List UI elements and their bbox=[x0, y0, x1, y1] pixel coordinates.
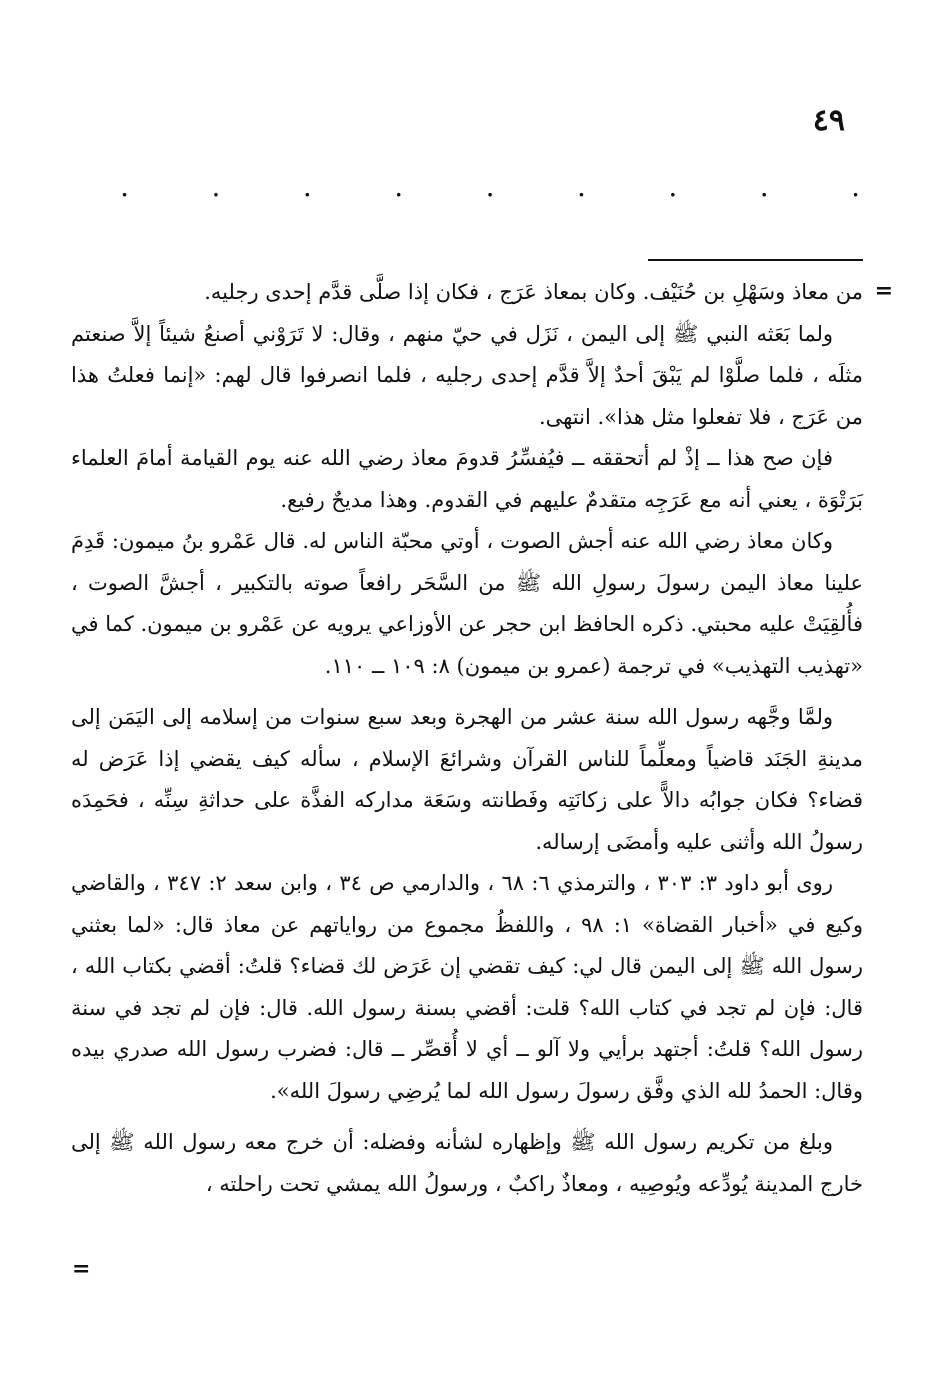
dot: . bbox=[576, 170, 586, 203]
dot: . bbox=[851, 170, 860, 203]
continuation-mark-start: = bbox=[874, 278, 893, 304]
dot: . bbox=[759, 170, 769, 203]
footnote-paragraph: فإن صح هذا ــ إذْ لم أتحققه ــ فيُفسِّرُ قدومَ معاذ رضي الله عنه يوم القيامة أمامَ العلماء بَرَتْوَة ، يعني أنه مع عَرَجِه متقدمٌ عليهم في القدوم. وهذا مديحٌ رفيع. bbox=[71, 446, 863, 512]
footnote-paragraph: وكان معاذ رضي الله عنه أجش الصوت ، أوتي محبّة الناس له. قال عَمْرو بنُ ميمون: قَدِمَ علينا معاذ اليمن رسولَ رسولِ الله ﷺ من السَّحَر رافعاً صوته بالتكبير ، أجشَّ الصوت ، فأُلقِيَتْ عليه محبتي. ذكره الحافظ ابن حجر عن الأوزاعي يرويه عن عَمْرو بن ميمون. كما في «تهذيب التهذيب» في ترجمة (عمرو بن ميمون) ٨: ١٠٩ ــ ١١٠. bbox=[71, 529, 863, 678]
footnote-paragraph: وبلغ من تكريم رسول الله ﷺ وإظهاره لشأنه وفضله: أن خرج معه رسول الله ﷺ إلى خارج المدينة يُودِّعه ويُوصِيه ، ومعاذٌ راكبٌ ، ورسولُ الله يمشي تحت راحلته ، bbox=[71, 1130, 863, 1196]
dot: . bbox=[211, 170, 221, 203]
footnote-paragraph: من معاذ وسَهْلِ بن حُنَيْف. وكان بمعاذ عَرَج ، فكان إذا صلَّى قدَّم إحدى رجليه. bbox=[204, 280, 863, 304]
footnote-paragraph: ولما بَعَثه النبي ﷺ إلى اليمن ، نَزَل في حيّ منهم ، وقال: لا تَرَوْني أصنعُ شيئاً إلاَّ صنعتم مثلَه ، فلما صلَّوْا لم يَبْقَ أحدٌ إلاَّ قدَّم إحدى رجليه ، فلما انصرفوا قال لهم: «إنما فعلتُ هذا من عَرَج ، فلا تفعلوا مثل هذا». انتهى. bbox=[71, 321, 863, 429]
footnote-paragraph: ولمَّا وجَّهه رسول الله سنة عشر من الهجرة وبعد سبع سنوات من إسلامه إلى اليَمَن إلى مدينةِ الجَنَد قاضياً ومعلِّماً للناس القرآن وشرائعَ الإسلام ، سأله كيف يقضي إذا عَرَض له قضاء؟ فكان جوابُه دالاًّ على زكانَتِه وفَطانته وسَعَة مداركه الفذَّة على حداثةِ سِنِّه ، فحَمِدَه رسولُ الله وأثنى عليه وأمضَى إرساله. bbox=[71, 705, 863, 854]
dot: . bbox=[302, 170, 312, 203]
footnote-separator bbox=[648, 259, 863, 261]
dot: . bbox=[120, 170, 129, 203]
ellipsis-dots bbox=[120, 170, 860, 203]
footnote-text bbox=[71, 272, 863, 1205]
footnote-paragraph: روى أبو داود ٣: ٣٠٣ ، والترمذي ٦: ٦٨ ، والدارمي ص ٣٤ ، وابن سعد ٢: ٣٤٧ ، والقاضي وكيع في «أخبار القضاة» ١: ٩٨ ، واللفظُ مجموع من رواياتهم عن معاذ قال: «لما بعثني رسول الله ﷺ إلى اليمن قال لي: كيف تقضي إن عَرَض لك قضاء؟ قلتُ: أقضي بكتاب الله ، قال: فإن لم تجد في كتاب الله؟ قلت: أقضي بسنة رسول الله. قال: فإن لم تجد في سنة رسول الله؟ قلتُ: أجتهد برأيي ولا آلو ــ أي لا أُقصِّر ــ قال: فضرب رسول الله صدري بيده وقال: الحمدُ لله الذي وفَّق رسولَ رسول الله لما يُرضِي رسولَ الله». bbox=[71, 871, 863, 1103]
page-number: ٤٩ bbox=[812, 103, 845, 138]
dot: . bbox=[668, 170, 678, 203]
dot: . bbox=[485, 170, 495, 203]
dot: . bbox=[394, 170, 404, 203]
continuation-mark-end: = bbox=[72, 1256, 91, 1282]
